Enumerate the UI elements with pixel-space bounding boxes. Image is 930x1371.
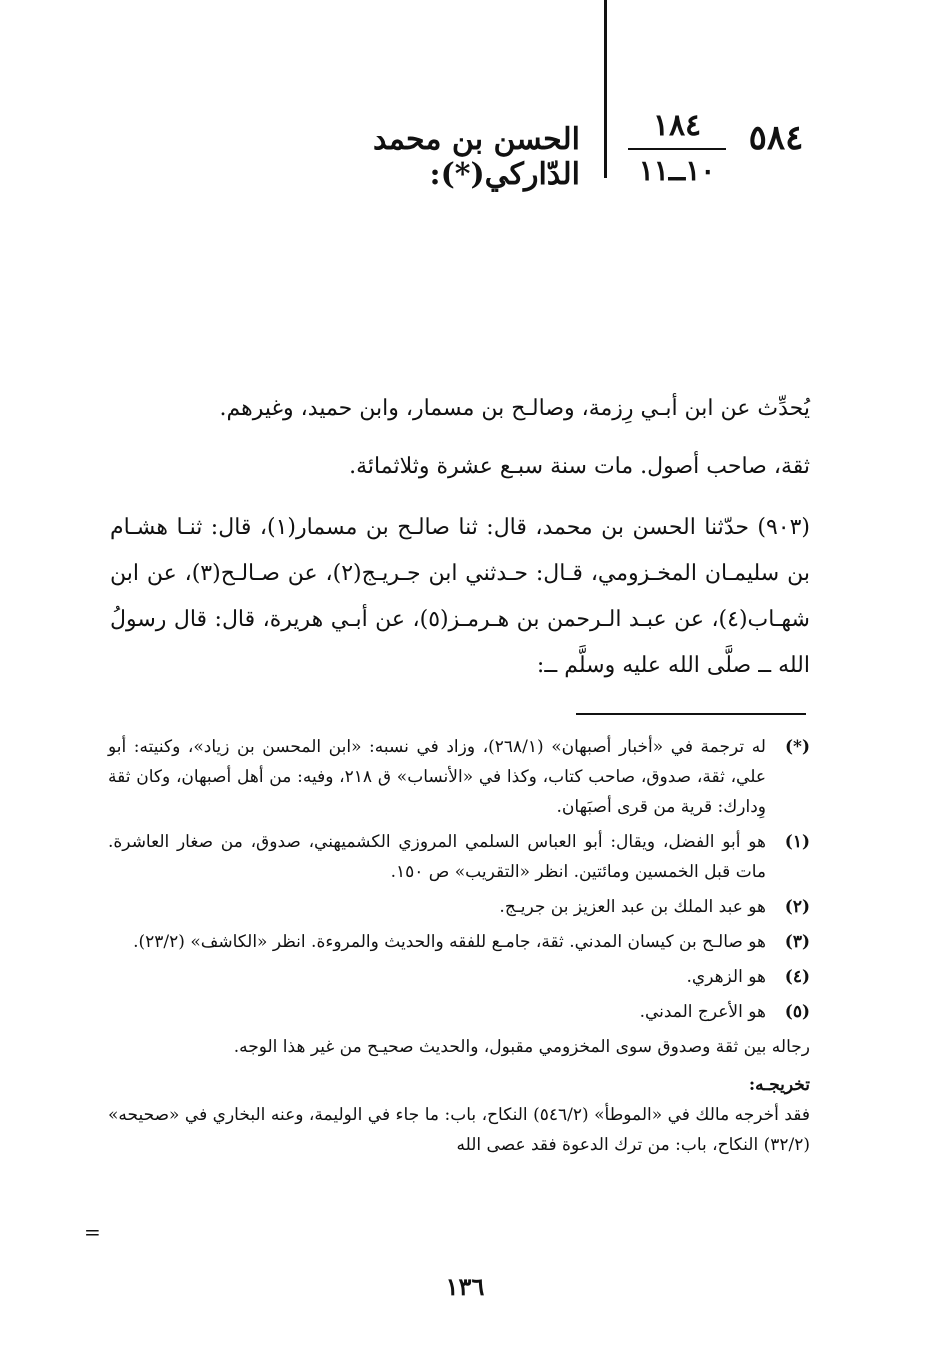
body-paragraph-1: يُحدِّث عن ابن أبـي رِزمة، وصالـح بن مسمار، وابن حميد، وغيرهم.	[219, 396, 810, 421]
footnote-text: له ترجمة في «أخبار أصبهان» (٢٦٨/١)، وزاد في نسبه: «ابن المحسن بن زياد»، وكنيته: أبو علي، ثقة، صدوق، صاحب كتاب، وكذا في «الأنساب» ق ٢١٨، وفيه: من أهل أصبهان، وكان ثقة وِدارك: قرية من قرى أصبَهان.	[108, 737, 766, 817]
footnote	[108, 997, 810, 1027]
footnote-marker: (*)	[785, 737, 810, 757]
takhrij-text: فقد أخرجه مالك في «الموطأ» (٥٤٦/٢) النكاح، باب: ما جاء في الوليمة، وعنه البخاري في «صحيحه» (٣٢/٢) النكاح، باب: من ترك الدعوة فقد عصى الله	[108, 1105, 810, 1155]
footnote-text: هو الزهري.	[686, 967, 766, 987]
footnote-marker: (٣)	[784, 932, 810, 952]
isnad-note: رجاله بين ثقة وصدوق سوى المخزومي مقبول، والحديث صحيـح من غير هذا الوجه.	[233, 1037, 810, 1057]
entry-number: ٥٨٤	[748, 118, 804, 158]
footnote-text: هو عبد الملك بن عبد العزيز بن جريـج.	[499, 897, 766, 917]
footnote	[108, 827, 810, 887]
footnote-separator	[576, 713, 806, 715]
footnote-marker: (٢)	[784, 897, 810, 917]
footnote	[108, 892, 810, 922]
footnote-marker: (٥)	[784, 1002, 810, 1022]
page-number: ١٣٦	[445, 1272, 485, 1301]
hadith-paragraph: (٩٠٣) حدّثنا الحسن بن محمد، قال: ثنا صالـح بن مسمار(١)، قال: ثنـا هشـام بن سليمـان المخـزومي، قـال: حـدثني ابن جـريـج(٢)، عن صـالـح(٣)، عن ابن شهـاب(٤)، عن عبـد الـرحمن بن هـرمـز(٥)، عن أبـي هريرة، قال: قال رسولُ الله ــ صلَّى الله عليه وسلَّم ــ:	[110, 515, 810, 678]
reference-numerator: ١٨٤	[652, 108, 702, 143]
footnote-marker: (٤)	[784, 967, 810, 987]
fraction-bar	[628, 148, 726, 150]
header-vertical-rule	[604, 0, 607, 178]
entry-title: الحسن بن محمد الدّاركي(*):	[372, 122, 580, 192]
reference-fraction	[622, 108, 732, 188]
takhrij-heading: تخريجـه:	[748, 1075, 810, 1095]
reference-denominator: ١٠ــ١١	[638, 154, 716, 187]
continuation-mark: =	[84, 1220, 101, 1244]
footnotes	[108, 732, 810, 1160]
footnote	[108, 927, 810, 957]
footnote	[108, 962, 810, 992]
body-paragraph-2: ثقة، صاحب أصول. مات سنة سبـع عشرة وثلاثمائة.	[349, 454, 810, 479]
footnote-text: هو الأعرج المدني.	[639, 1002, 766, 1022]
footnote	[108, 732, 810, 822]
footnote-marker: (١)	[784, 832, 810, 852]
footnote-text: هو أبو الفضل، ويقال: أبو العباس السلمي المروزي الكشميهني، صدوق، من صغار العاشرة. مات قبل الخمسين ومائتين. انظر «التقريب» ص ١٥٠.	[108, 832, 766, 882]
footnote-text: هو صالـح بن كيسان المدني. ثقة، جامـع للفقه والحديث والمروءة. انظر «الكاشف» (٢٣/٢).	[133, 932, 766, 952]
